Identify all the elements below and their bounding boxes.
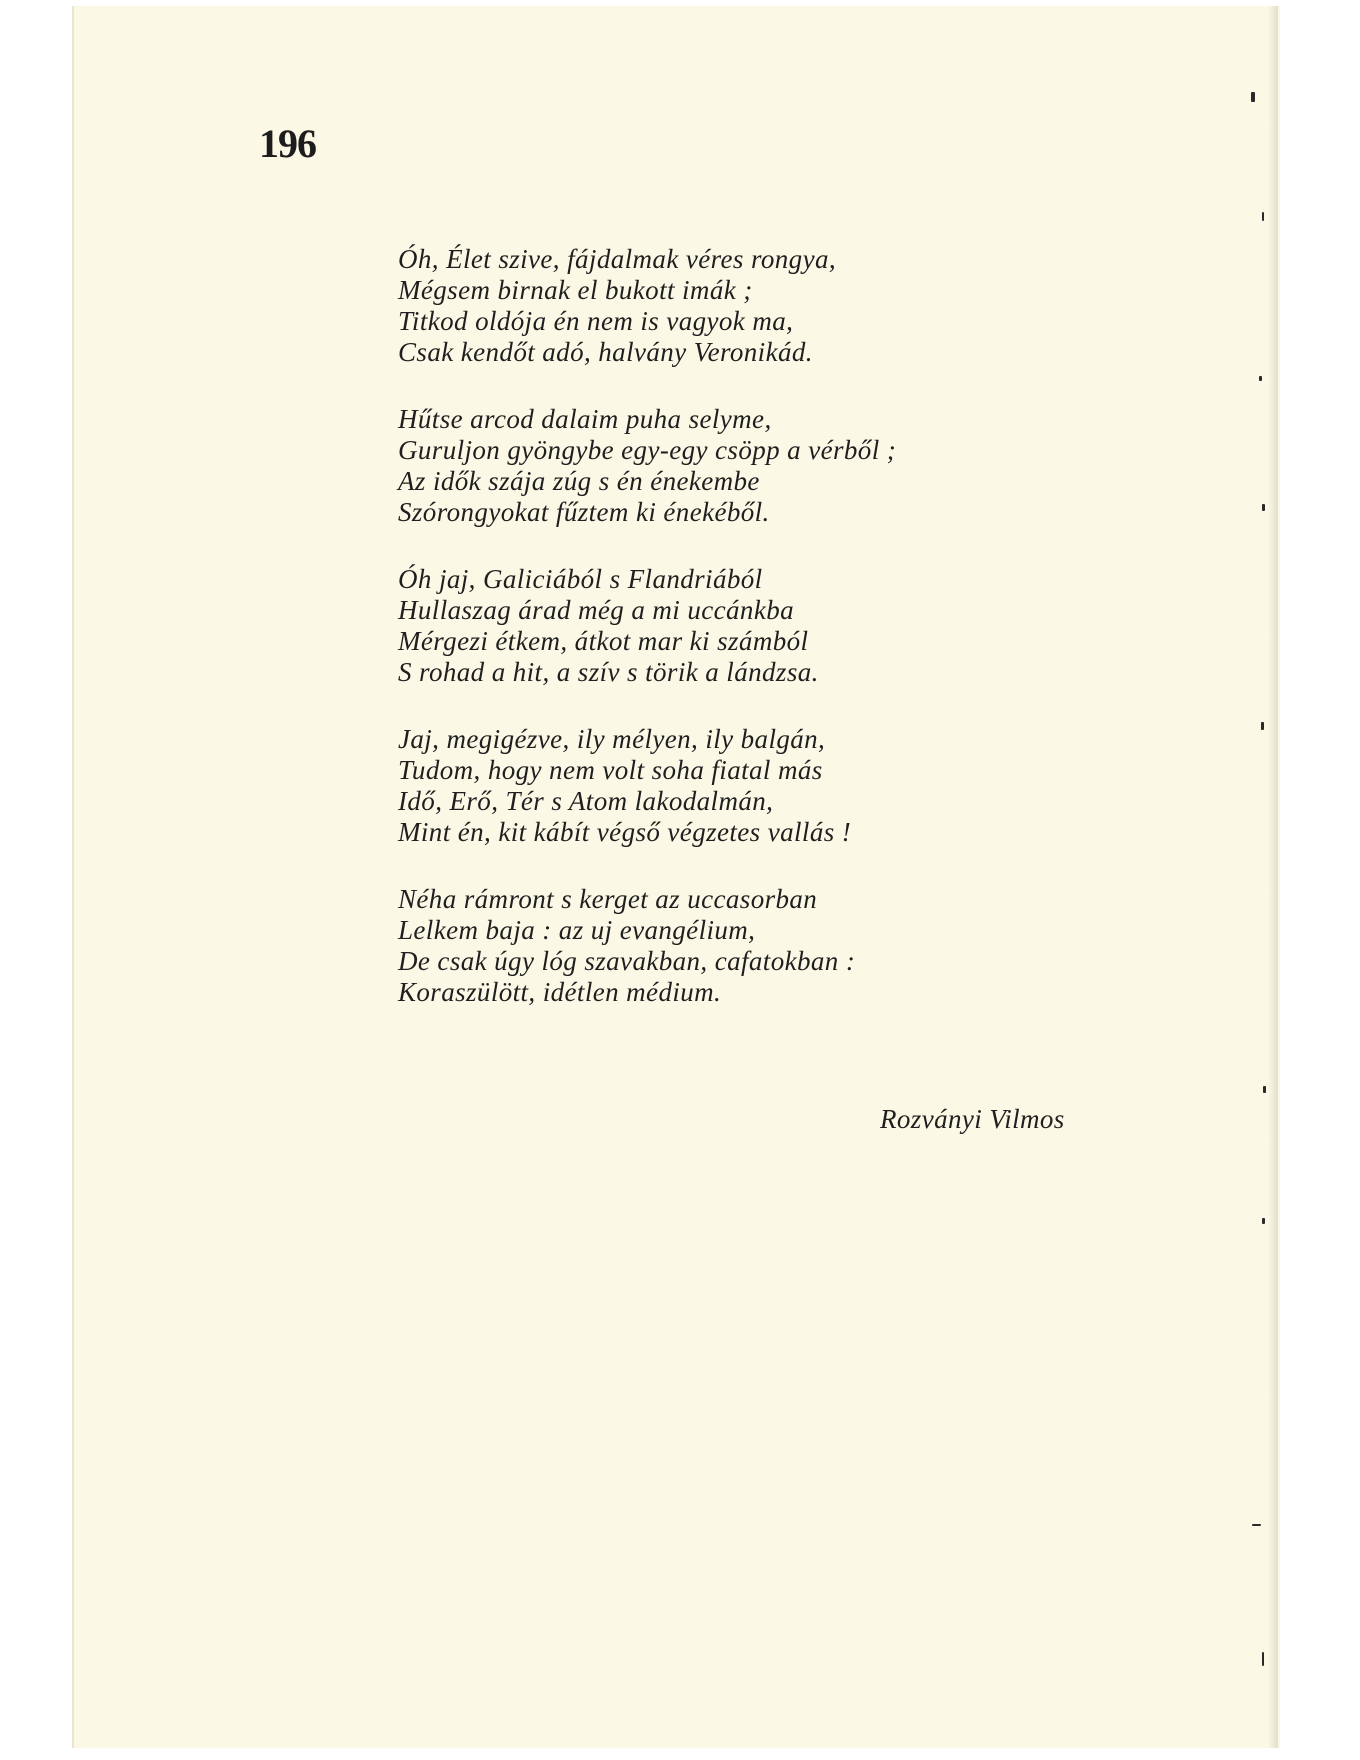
poem-line: Mégsem birnak el bukott imák ; bbox=[398, 275, 753, 305]
poem-line: Lelkem baja : az uj evangélium, bbox=[398, 915, 756, 945]
margin-mark bbox=[1262, 1218, 1265, 1224]
poem-line: Csak kendőt adó, halvány Veronikád. bbox=[398, 337, 813, 367]
poem-line: Titkod oldója én nem is vagyok ma, bbox=[398, 306, 794, 336]
margin-mark bbox=[1252, 1524, 1261, 1526]
poem-line: Idő, Erő, Tér s Atom lakodalmán, bbox=[398, 786, 774, 816]
poem-line: Tudom, hogy nem volt soha fiatal más bbox=[398, 755, 823, 785]
poem-line: Guruljon gyöngybe egy-egy csöpp a vérből ; bbox=[398, 435, 897, 465]
page-edge bbox=[1268, 6, 1278, 1748]
margin-mark bbox=[1263, 1086, 1266, 1093]
margin-mark bbox=[1262, 1652, 1264, 1666]
stanza bbox=[398, 884, 896, 1008]
poem-line: Óh jaj, Galiciából s Flandriából bbox=[398, 564, 763, 594]
stanza bbox=[398, 404, 896, 528]
poem-line: Mérgezi étkem, átkot mar ki számból bbox=[398, 626, 809, 656]
poem-line: Óh, Élet szive, fájdalmak véres rongya, bbox=[398, 244, 837, 274]
poem-line: Koraszülött, idétlen médium. bbox=[398, 977, 722, 1007]
poem bbox=[398, 244, 896, 1044]
page-number: 196 bbox=[259, 121, 316, 166]
stanza bbox=[398, 564, 896, 688]
poem-line: Mint én, kit kábít végső végzetes vallás ! bbox=[398, 817, 852, 847]
poem-line: Szórongyokat fűztem ki énekéből. bbox=[398, 497, 770, 527]
poem-line: Hullaszag árad még a mi uccánkba bbox=[398, 595, 795, 625]
margin-mark bbox=[1262, 212, 1264, 221]
stanza bbox=[398, 244, 896, 368]
margin-mark bbox=[1259, 376, 1262, 381]
poem-line: Hűtse arcod dalaim puha selyme, bbox=[398, 404, 772, 434]
author-signature: Rozványi Vilmos bbox=[880, 1104, 1065, 1134]
poem-line: Az idők szája zúg s én énekembe bbox=[398, 466, 760, 496]
poem-line: De csak úgy lóg szavakban, cafatokban : bbox=[398, 946, 856, 976]
poem-line: Néha rámront s kerget az uccasorban bbox=[398, 884, 818, 914]
poem-line: S rohad a hit, a szív s törik a lándzsa. bbox=[398, 657, 819, 687]
margin-mark bbox=[1251, 92, 1255, 102]
margin-mark bbox=[1261, 722, 1264, 730]
margin-mark bbox=[1262, 504, 1265, 511]
poem-line: Jaj, megigézve, ily mélyen, ily balgán, bbox=[398, 724, 826, 754]
stanza bbox=[398, 724, 896, 848]
